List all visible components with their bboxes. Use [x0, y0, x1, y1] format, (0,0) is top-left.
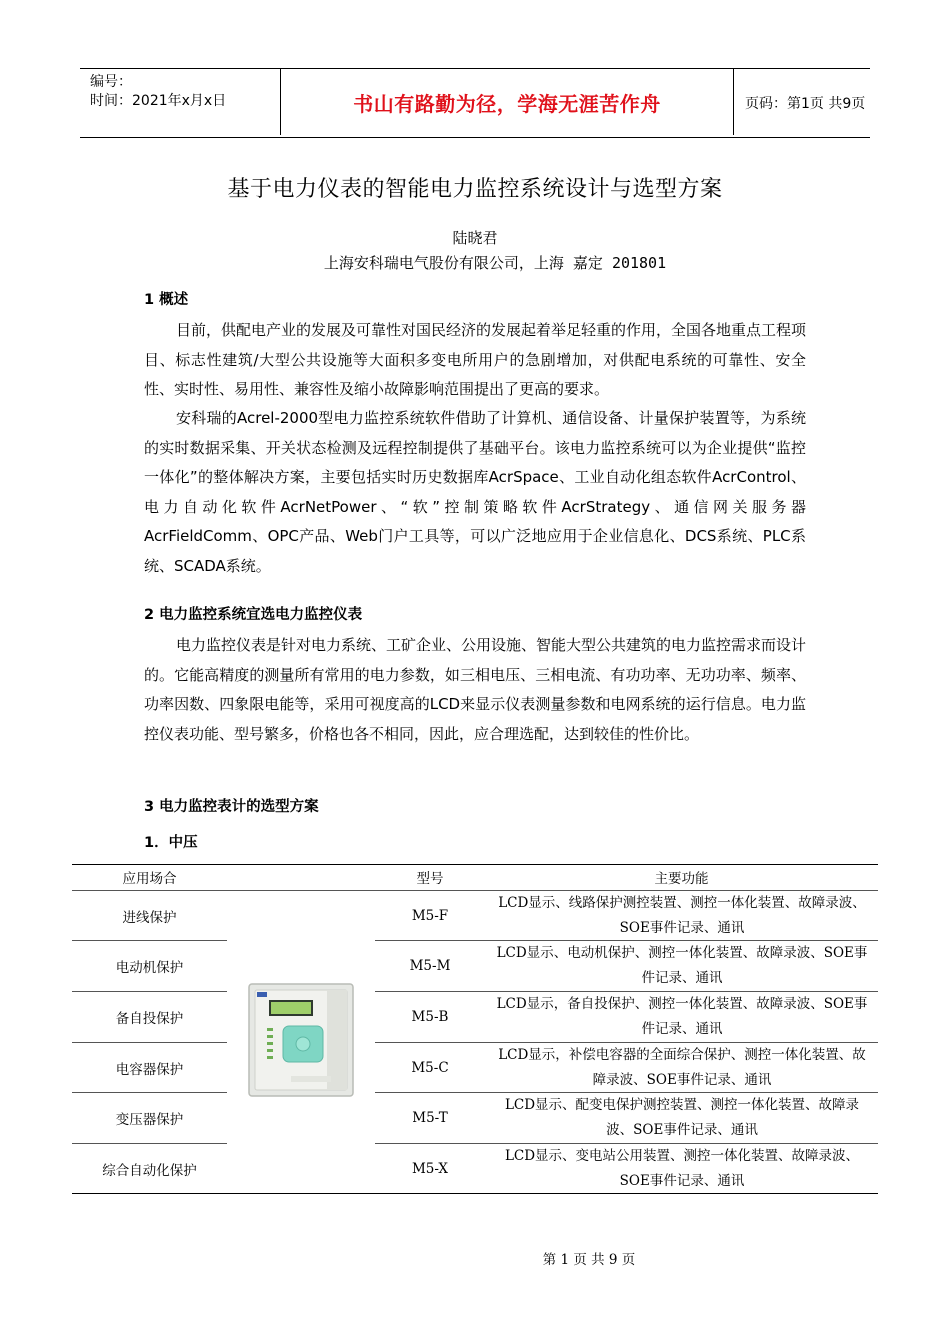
table-cell-application: 电动机保护 [115, 960, 184, 976]
table-cell-model: M5-M [409, 958, 451, 974]
section-1-heading: 1 概述 [144, 292, 189, 308]
table-cell-application: 进线保护 [122, 909, 177, 926]
doc-affiliation: 上海安科瑞电气股份有限公司，上海 嘉定 201801 [323, 254, 667, 272]
page-footer: 第 1 页 共 9 页 [542, 1252, 636, 1268]
table-header-application: 应用场合 [122, 871, 177, 887]
header-motto-cell [280, 69, 734, 135]
header-left-cell [80, 69, 280, 137]
header-page-cell [733, 69, 882, 137]
section-3-subheading: 1．中压 [144, 835, 198, 851]
table-cell-application: 综合自动化保护 [102, 1162, 197, 1179]
table-cell-function: LCD显示，备自投保护、测控一体化装置、故障录波、SOE事件记录、通讯 [496, 996, 868, 1037]
table-header-function: 主要功能 [654, 871, 709, 887]
table-cell-model: M5-B [411, 1009, 449, 1025]
page-header [80, 68, 870, 138]
table-cell-application: 变压器保护 [115, 1112, 184, 1128]
table-cell-function: LCD显示、电动机保护、测控一体化装置、故障录波、SOE事件记录、通讯 [496, 945, 868, 986]
protection-device-image [247, 980, 355, 1100]
table-cell-model: M5-F [411, 907, 449, 924]
table-cell-model: M5-C [411, 1059, 449, 1076]
section-2-heading: 2 电力监控系统宜选电力监控仪表 [144, 607, 363, 623]
section-1-paragraph-2: 安科瑞的Acrel-2000型电力监控系统软件借助了计算机、通信设备、计量保护装置等，为系统的实时数据采集、开关状态检测及远程控制提供了基础平台。该电力监控系统可以为企业提供“监控一体化”的整体解决方案，主要包括实时历史数据库AcrSpace、工业自动化组态软件AcrControl、电力自动化软件AcrNetPower、“软”控制策略软件AcrStrategy、通信网关服务器AcrFieldComm、OPC产品、Web门户工具等，可以广泛地应用于企业信息化、DCS系统、PLC系统、SCADA系统。 [144, 409, 806, 575]
section-3-heading: 3 电力监控表计的选型方案 [144, 799, 319, 815]
doc-time-label: 时间：2021年x月x日 [90, 93, 227, 109]
table-cell-application: 电容器保护 [115, 1061, 184, 1078]
table-cell-function: LCD显示、线路保护测控装置、测控一体化装置、故障录波、SOE事件记录、通讯 [498, 894, 866, 936]
section-1-paragraph-1: 目前，供配电产业的发展及可靠性对国民经济的发展起着举足轻重的作用，全国各地重点工程项目、标志性建筑/大型公共设施等大面积多变电所用户的急剧增加，对供配电系统的可靠性、安全性、实时性、易用性、兼容性及缩小故障影响范围提出了更高的要求。 [144, 321, 807, 398]
table-header-model: 型号 [416, 871, 444, 887]
header-motto: 书山有路勤为径，学海无涯苦作舟 [353, 91, 661, 116]
table-cell-application: 备自投保护 [115, 1011, 184, 1027]
table-cell-function: LCD显示、配变电保护测控装置、测控一体化装置、故障录波、SOE事件记录、通讯 [504, 1097, 860, 1138]
table-cell-model: M5-X [411, 1160, 449, 1177]
table-cell-function: LCD显示，补偿电容器的全面综合保护、测控一体化装置、故障录波、SOE事件记录、通讯 [498, 1046, 866, 1088]
table-cell-function: LCD显示、变电站公用装置、测控一体化装置、故障录波、SOE事件记录、通讯 [504, 1147, 860, 1189]
doc-title: 基于电力仪表的智能电力监控系统设计与选型方案 [227, 177, 723, 202]
header-page-label: 页码：第1页 共9页 [745, 96, 866, 112]
section-2-paragraph-1: 电力监控仪表是针对电力系统、工矿企业、公用设施、智能大型公共建筑的电力监控需求而设计的。它能高精度的测量所有常用的电力参数，如三相电压、三相电流、有功功率、无功功率、频率、功率因数、四象限电能等，采用可视度高的LCD来显示仪表测量参数和电网系统的运行信息。电力监控仪表功能、型号繁多，价格也各不相同，因此，应合理选配，达到较佳的性价比。 [144, 636, 807, 743]
doc-author: 陆晓君 [452, 229, 498, 247]
table-cell-model: M5-T [412, 1110, 448, 1126]
doc-code-label: 编号： [90, 74, 132, 90]
